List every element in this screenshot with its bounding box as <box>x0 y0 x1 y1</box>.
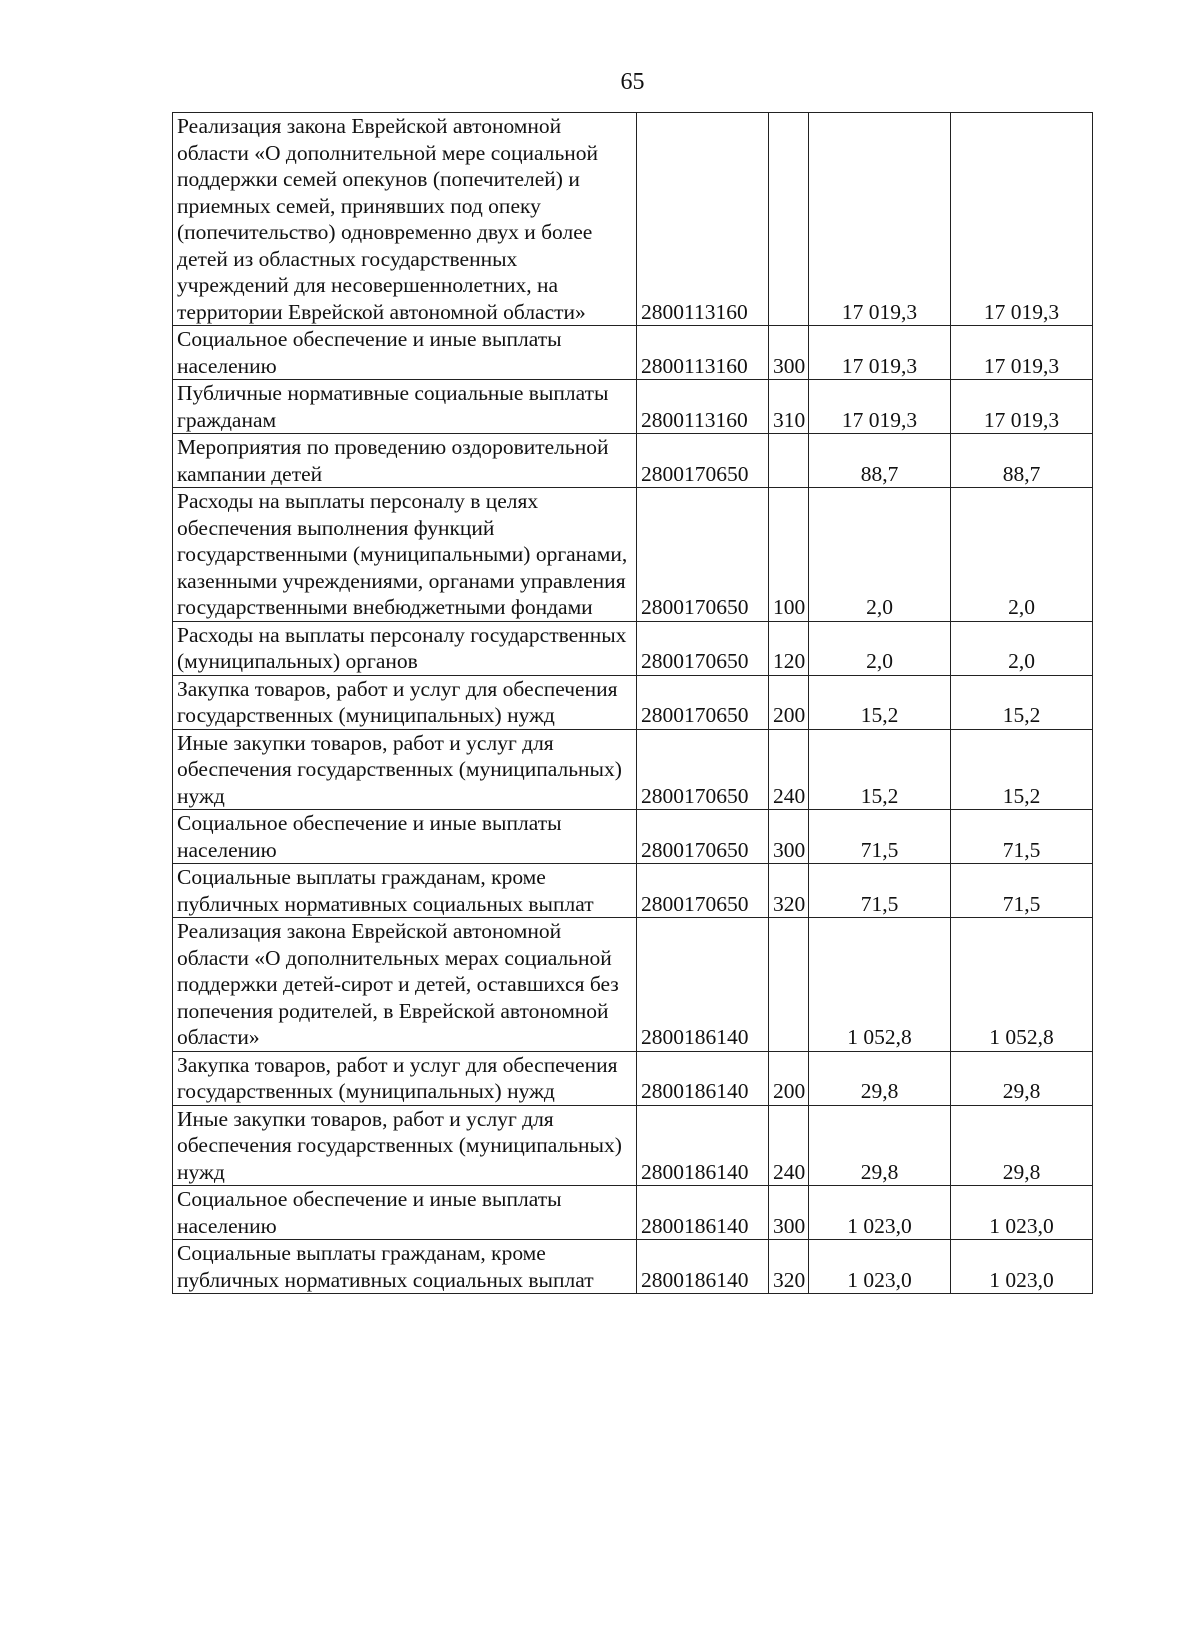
amount-year-2: 2,0 <box>951 621 1093 675</box>
amount-year-1: 29,8 <box>809 1051 951 1105</box>
table-row <box>173 488 1093 622</box>
target-code: 2800170650 <box>637 488 769 622</box>
table-row <box>173 1240 1093 1294</box>
expense-name: Мероприятия по проведению оздоровительной кампании детей <box>173 434 637 488</box>
expense-name: Закупка товаров, работ и услуг для обеспечения государственных (муниципальных) нужд <box>173 1051 637 1105</box>
amount-year-2: 15,2 <box>951 729 1093 810</box>
expense-type-code: 200 <box>769 675 809 729</box>
expense-type-code: 300 <box>769 810 809 864</box>
target-code: 2800170650 <box>637 729 769 810</box>
amount-year-2: 17 019,3 <box>951 113 1093 326</box>
expense-name: Расходы на выплаты персоналу в целях обеспечения выполнения функций государственными (муниципальными) органами, казенными учреждениями, органами управления государственными внебюджетными фондами <box>173 488 637 622</box>
amount-year-1: 88,7 <box>809 434 951 488</box>
amount-year-2: 2,0 <box>951 488 1093 622</box>
target-code: 2800113160 <box>637 380 769 434</box>
amount-year-2: 29,8 <box>951 1051 1093 1105</box>
table-row <box>173 621 1093 675</box>
target-code: 2800170650 <box>637 810 769 864</box>
table-row <box>173 380 1093 434</box>
table-row <box>173 434 1093 488</box>
expense-type-code <box>769 113 809 326</box>
expense-type-code: 320 <box>769 1240 809 1294</box>
expense-type-code: 300 <box>769 326 809 380</box>
expense-type-code: 310 <box>769 380 809 434</box>
expense-type-code <box>769 918 809 1052</box>
expense-name: Социальное обеспечение и иные выплаты населению <box>173 1186 637 1240</box>
amount-year-2: 71,5 <box>951 810 1093 864</box>
table-row <box>173 810 1093 864</box>
amount-year-1: 17 019,3 <box>809 113 951 326</box>
target-code: 2800186140 <box>637 1240 769 1294</box>
table-row <box>173 113 1093 326</box>
table-row <box>173 1051 1093 1105</box>
amount-year-1: 1 023,0 <box>809 1186 951 1240</box>
table-row <box>173 1186 1093 1240</box>
expense-type-code: 200 <box>769 1051 809 1105</box>
expense-name: Социальное обеспечение и иные выплаты населению <box>173 326 637 380</box>
amount-year-2: 1 023,0 <box>951 1240 1093 1294</box>
expense-name: Социальные выплаты гражданам, кроме публичных нормативных социальных выплат <box>173 864 637 918</box>
expense-name: Расходы на выплаты персоналу государственных (муниципальных) органов <box>173 621 637 675</box>
amount-year-2: 88,7 <box>951 434 1093 488</box>
amount-year-2: 29,8 <box>951 1105 1093 1186</box>
amount-year-1: 15,2 <box>809 675 951 729</box>
expense-name: Закупка товаров, работ и услуг для обеспечения государственных (муниципальных) нужд <box>173 675 637 729</box>
expense-type-code: 300 <box>769 1186 809 1240</box>
target-code: 2800170650 <box>637 864 769 918</box>
expense-type-code: 320 <box>769 864 809 918</box>
expense-name: Иные закупки товаров, работ и услуг для обеспечения государственных (муниципальных) нужд <box>173 729 637 810</box>
amount-year-2: 15,2 <box>951 675 1093 729</box>
target-code: 2800186140 <box>637 918 769 1052</box>
expense-name: Публичные нормативные социальные выплаты гражданам <box>173 380 637 434</box>
amount-year-1: 71,5 <box>809 810 951 864</box>
table-row <box>173 326 1093 380</box>
amount-year-1: 1 023,0 <box>809 1240 951 1294</box>
amount-year-1: 2,0 <box>809 488 951 622</box>
expense-type-code: 100 <box>769 488 809 622</box>
expense-type-code <box>769 434 809 488</box>
target-code: 2800186140 <box>637 1186 769 1240</box>
expense-name: Реализация закона Еврейской автономной области «О дополнительных мерах социальной поддержки детей-сирот и детей, оставшихся без попечения родителей, в Еврейской автономной области» <box>173 918 637 1052</box>
expense-type-code: 120 <box>769 621 809 675</box>
amount-year-1: 17 019,3 <box>809 380 951 434</box>
amount-year-1: 17 019,3 <box>809 326 951 380</box>
amount-year-2: 1 023,0 <box>951 1186 1093 1240</box>
table-row <box>173 729 1093 810</box>
target-code: 2800186140 <box>637 1051 769 1105</box>
expense-name: Социальное обеспечение и иные выплаты населению <box>173 810 637 864</box>
amount-year-1: 2,0 <box>809 621 951 675</box>
page-number: 65 <box>620 69 645 95</box>
table-row <box>173 1105 1093 1186</box>
amount-year-2: 17 019,3 <box>951 326 1093 380</box>
amount-year-2: 71,5 <box>951 864 1093 918</box>
target-code: 2800170650 <box>637 621 769 675</box>
expense-type-code: 240 <box>769 1105 809 1186</box>
amount-year-1: 1 052,8 <box>809 918 951 1052</box>
table-row <box>173 675 1093 729</box>
amount-year-1: 29,8 <box>809 1105 951 1186</box>
target-code: 2800113160 <box>637 326 769 380</box>
target-code: 2800170650 <box>637 434 769 488</box>
amount-year-1: 15,2 <box>809 729 951 810</box>
expense-type-code: 240 <box>769 729 809 810</box>
table-row <box>173 864 1093 918</box>
amount-year-2: 17 019,3 <box>951 380 1093 434</box>
target-code: 2800113160 <box>637 113 769 326</box>
expense-name: Иные закупки товаров, работ и услуг для обеспечения государственных (муниципальных) нужд <box>173 1105 637 1186</box>
expense-name: Реализация закона Еврейской автономной области «О дополнительной мере социальной поддержки семей опекунов (попечителей) и приемных семей, принявших под опеку (попечительство) одновременно двух и более детей из областных государственных учреждений для несовершеннолетних, на территории Еврейской автономной области» <box>173 113 637 326</box>
amount-year-2: 1 052,8 <box>951 918 1093 1052</box>
target-code: 2800170650 <box>637 675 769 729</box>
target-code: 2800186140 <box>637 1105 769 1186</box>
table-row <box>173 918 1093 1052</box>
expense-name: Социальные выплаты гражданам, кроме публичных нормативных социальных выплат <box>173 1240 637 1294</box>
amount-year-1: 71,5 <box>809 864 951 918</box>
budget-table <box>172 112 1093 1294</box>
